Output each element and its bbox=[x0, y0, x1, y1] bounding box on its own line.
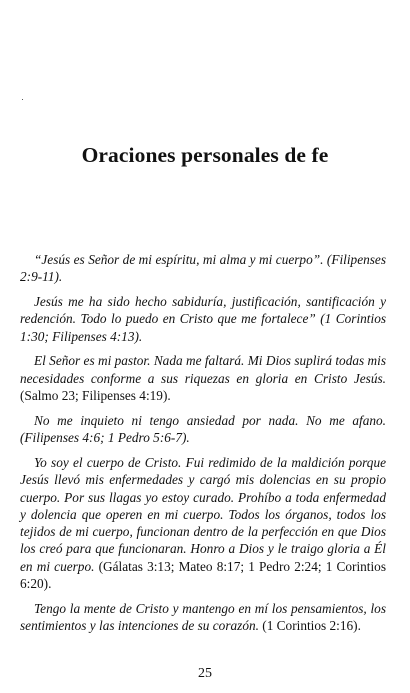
prayer-quote: Yo soy el cuerpo de Cristo. Fui redimido de la maldición porque Jesús llevó mis enfermedades y cargó mis dolencias en su propio cuerpo. Por sus llagas yo estoy curado. Prohíbo a toda enfermedad y dolencia que operen en mi cuerpo. Todos los órganos, todos los tejidos de mi cuerpo, funcionan dentro de la perfección en que Dios los creó para que funcionaran. Honro a Dios y le traigo gloria a Él en mi cuerpo. bbox=[20, 454, 386, 574]
prayer-paragraph bbox=[20, 293, 386, 345]
prayer-text bbox=[20, 251, 386, 642]
prayer-quote: El Señor es mi pastor. Nada me faltará. Mi Dios suplirá todas mis necesidades conforme a sus riquezas en gloria en Cristo Jesús. bbox=[20, 353, 386, 386]
prayer-paragraph bbox=[20, 251, 386, 286]
prayer-quote: No me inquieto ni tengo ansiedad por nada. No me afano. bbox=[34, 412, 386, 428]
page-number: 25 bbox=[198, 666, 212, 681]
prayer-paragraph bbox=[20, 352, 386, 404]
prayer-paragraph bbox=[20, 412, 386, 447]
page-title: Oraciones personales de fe bbox=[81, 143, 329, 167]
scripture-reference: (Filipenses 2:9-11). bbox=[20, 252, 386, 285]
prayer-quote: Tengo la mente de Cristo y mantengo en mí los pensamientos, los sentimientos y las intenciones de su corazón. bbox=[20, 600, 386, 634]
scripture-reference: (1 Corintios 2:16). bbox=[262, 618, 361, 634]
scripture-reference: (Salmo 23; Filipenses 4:19). bbox=[20, 388, 171, 404]
prayer-paragraph bbox=[20, 600, 386, 635]
prayer-paragraph bbox=[20, 454, 386, 592]
print-speck bbox=[22, 99, 23, 100]
scripture-reference: (1 Corintios 1:30; Filipenses 4:13). bbox=[20, 311, 387, 344]
prayer-quote: “Jesús es Señor de mi espíritu, mi alma y mi cuerpo”. bbox=[34, 252, 324, 267]
scripture-reference: (Gálatas 3:13; Mateo 8:17; 1 Pedro 2:24; 1 Corintios 6:20). bbox=[20, 558, 387, 592]
scripture-reference: (Filipenses 4:6; 1 Pedro 5:6-7). bbox=[20, 430, 190, 446]
prayer-quote: Jesús me ha sido hecho sabiduría, justificación, santificación y redención. Todo lo puedo en Cristo que me fortalece” bbox=[20, 294, 386, 327]
